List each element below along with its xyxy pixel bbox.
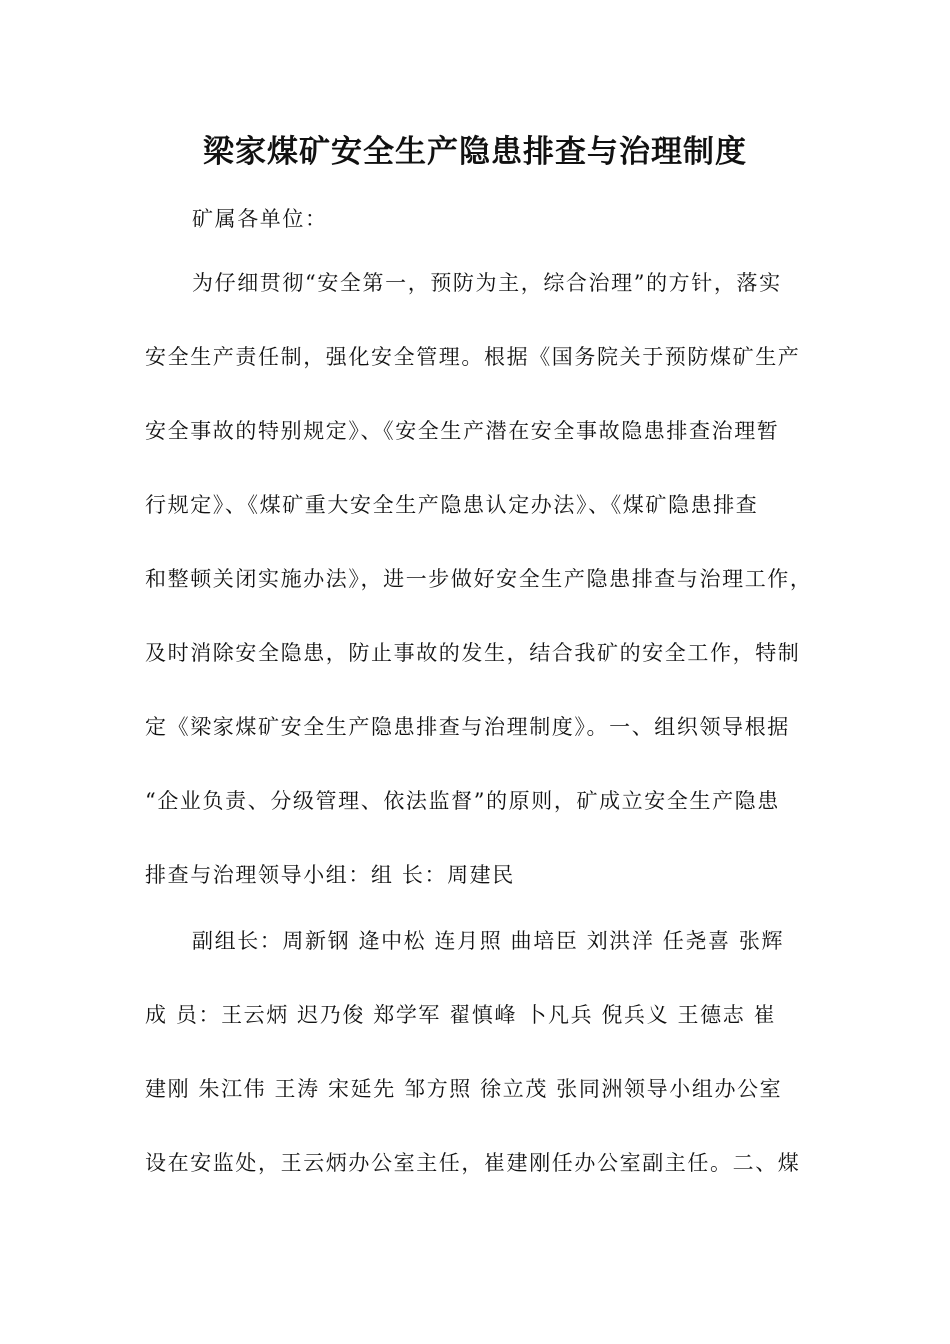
- body-line-6: 及时消除安全隐患，防止事故的发生，结合我矿的安全工作，特制: [145, 641, 801, 665]
- body-line-4: 行规定》、《煤矿重大安全生产隐患认定办法》、《煤矿隐患排查: [145, 493, 759, 517]
- body-line-3: 安全事故的特别规定》、《安全生产潜在安全事故隐患排查治理暂: [145, 419, 780, 443]
- body-line-13: 设在安监处，王云炳办公室主任，崔建刚任办公室副主任。二、煤: [145, 1151, 801, 1175]
- body-line-2: 安全生产责任制，强化安全管理。根据《国务院关于预防煤矿生产: [145, 345, 801, 369]
- body-line-8: “企业负责、分级管理、依法监督”的原则，矿成立安全生产隐患: [145, 789, 780, 813]
- body-line-5: 和整顿关闭实施办法》，进一步做好安全生产隐患排查与治理工作，: [145, 567, 813, 591]
- body-line-11: 成 员：王云炳 迟乃俊 郑学军 翟慎峰 卜凡兵 倪兵义 王德志 崔: [145, 1003, 777, 1027]
- document-title: 梁家煤矿安全生产隐患排查与治理制度: [203, 134, 747, 170]
- body-line-1: 为仔细贯彻“安全第一，预防为主，综合治理”的方针，落实: [192, 271, 782, 295]
- body-line-7: 定《梁家煤矿安全生产隐患排查与治理制度》。一、组织领导根据: [145, 715, 790, 739]
- body-line-9: 排查与治理领导小组：组 长：周建民: [145, 863, 515, 887]
- salutation: 矿属各单位：: [192, 207, 328, 231]
- body-line-10: 副组长：周新钢 逄中松 连月照 曲培臣 刘洪洋 任尧喜 张辉: [192, 929, 785, 953]
- body-line-12: 建刚 朱江伟 王涛 宋延先 邹方照 徐立茂 张同洲领导小组办公室: [145, 1077, 783, 1101]
